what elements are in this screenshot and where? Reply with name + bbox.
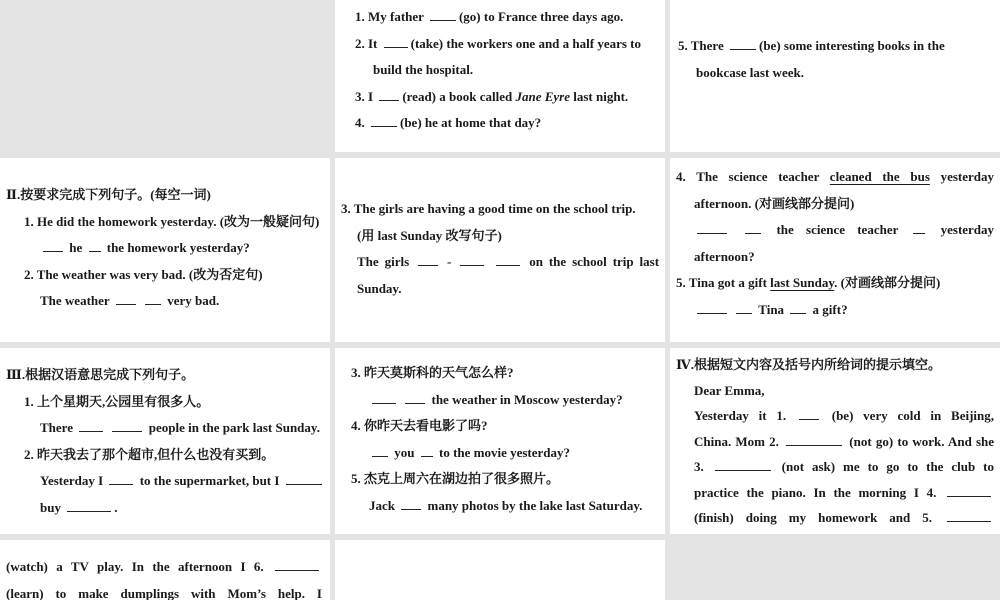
answer-blank[interactable] (286, 470, 322, 485)
answer-blank[interactable] (736, 299, 752, 314)
passage-continued (0, 540, 330, 600)
answer-blank[interactable] (109, 470, 133, 485)
section-3-left (0, 348, 330, 534)
question-5: 5. 杰克上周六在湖边拍了很多照片。 (351, 471, 560, 486)
section-4-passage (670, 348, 1000, 534)
section-heading: Ⅳ.根据短文内容及括号内所给词的提示填空。 (676, 357, 942, 372)
passage-line-1: Yesterday it 1. (be) very cold in Beijing, (676, 403, 994, 429)
question-4-instruction: afternoon. (对画线部分提问) (694, 195, 855, 211)
answer-blank[interactable] (913, 219, 925, 234)
answer-line-2: The weather very bad. (6, 288, 326, 315)
section-3-middle (335, 348, 665, 534)
answer-line-4-continued: afternoon? (694, 248, 755, 264)
answer-line-5: Jack many photos by the lake last Saturday. (351, 493, 661, 520)
answer-blank-3[interactable] (715, 456, 771, 471)
answer-line-2-continued: buy . (6, 495, 326, 522)
question-3-instruction: (用 last Sunday 改写句子) (357, 227, 502, 243)
question-2: 2. The weather was very bad. (改为否定句) (24, 266, 263, 282)
answer-blank[interactable] (89, 237, 101, 252)
empty-panel (335, 540, 665, 600)
answer-blank[interactable] (421, 442, 433, 457)
answer-line-3: the weather in Moscow yesterday? (351, 387, 661, 414)
answer-blank-1[interactable] (799, 405, 819, 420)
answer-line-1: he the homework yesterday? (6, 235, 326, 262)
answer-blank[interactable] (745, 219, 761, 234)
answer-blank[interactable] (116, 290, 136, 305)
question-1: 1. He did the homework yesterday. (改为一般疑问句) (24, 213, 320, 229)
question-2: 2. It (take) the workers one and a half years to (355, 31, 661, 58)
answer-blank[interactable] (405, 389, 425, 404)
answer-blank-5[interactable] (947, 507, 991, 522)
question-3: 3. I (read) a book called Jane Eyre last night. (355, 84, 661, 111)
answer-blank[interactable] (79, 417, 103, 432)
passage-line-4: practice the piano. In the morning I 4. (676, 480, 994, 506)
answer-blank[interactable] (496, 251, 520, 266)
answer-line-4: the science teacher yesterday (676, 217, 994, 244)
passage-line-3: 3. (not ask) me to go to the club to (676, 454, 994, 480)
answer-line-3: The girls - on the school trip last (341, 249, 659, 276)
passage-line-5: (finish) doing my homework and 5. (676, 505, 994, 531)
answer-line-4: you to the movie yesterday? (351, 440, 661, 467)
question-4: 4. The science teacher cleaned the bus yesterday (676, 169, 995, 184)
exercise-top-middle (335, 0, 665, 152)
section-2-right (670, 158, 1000, 342)
answer-blank-6[interactable] (275, 556, 319, 571)
answer-blank[interactable] (371, 112, 397, 127)
answer-blank[interactable] (790, 299, 806, 314)
passage-line-6: (watch) a TV play. In the afternoon I 6. (6, 554, 322, 581)
answer-blank[interactable] (372, 442, 388, 457)
question-2: 2. 昨天我去了那个超市,但什么也没有买到。 (24, 446, 275, 462)
letter-greeting: Dear Emma, (694, 382, 765, 398)
question-4: 4. 你昨天去看电影了吗? (351, 418, 488, 433)
answer-blank[interactable] (460, 251, 484, 266)
passage-line-2: China. Mom 2. (not go) to work. And she (676, 429, 994, 455)
question-1: 1. 上个星期天,公园里有很多人。 (24, 393, 210, 409)
section-2-middle (335, 158, 665, 342)
answer-line-2: Yesterday I to the supermarket, but I (6, 468, 326, 495)
passage-line-7: (learn) to make dumplings with Mom’s help. I (6, 585, 322, 600)
answer-blank[interactable] (43, 237, 63, 252)
section-heading: Ⅲ.根据汉语意思完成下列句子。 (6, 367, 195, 382)
question-5: 5. Tina got a gift last Sunday. (对画线部分提问) (676, 275, 941, 290)
question-5-continued: bookcase last week. (696, 64, 804, 80)
question-2-continued: build the hospital. (373, 62, 474, 77)
answer-blank[interactable] (379, 86, 399, 101)
exercise-top-right (670, 0, 1000, 152)
answer-line-1: There people in the park last Sunday. (6, 415, 326, 442)
answer-blank-4[interactable] (947, 482, 991, 497)
answer-blank[interactable] (418, 251, 438, 266)
answer-blank[interactable] (145, 290, 161, 305)
question-1: 1. My father (go) to France three days ago. (355, 4, 661, 31)
answer-blank[interactable] (697, 299, 727, 314)
answer-blank[interactable] (372, 389, 396, 404)
answer-line-3-continued: Sunday. (357, 280, 402, 296)
answer-line-5: Tina a gift? (676, 297, 994, 324)
answer-blank-2[interactable] (786, 431, 842, 446)
answer-blank[interactable] (730, 35, 756, 50)
section-2-left (0, 158, 330, 342)
answer-blank[interactable] (112, 417, 142, 432)
question-5: 5. There (be) some interesting books in the (678, 33, 994, 60)
answer-blank[interactable] (401, 495, 421, 510)
answer-blank[interactable] (430, 6, 456, 21)
question-3: 3. The girls are having a good time on the school trip. (341, 201, 636, 216)
answer-blank[interactable] (697, 219, 727, 234)
question-4: 4. (be) he at home that day? (355, 110, 661, 137)
answer-blank[interactable] (384, 33, 408, 48)
section-heading: Ⅱ.按要求完成下列句子。(每空一词) (6, 187, 211, 202)
question-3: 3. 昨天莫斯科的天气怎么样? (351, 365, 514, 380)
answer-blank[interactable] (67, 497, 111, 512)
